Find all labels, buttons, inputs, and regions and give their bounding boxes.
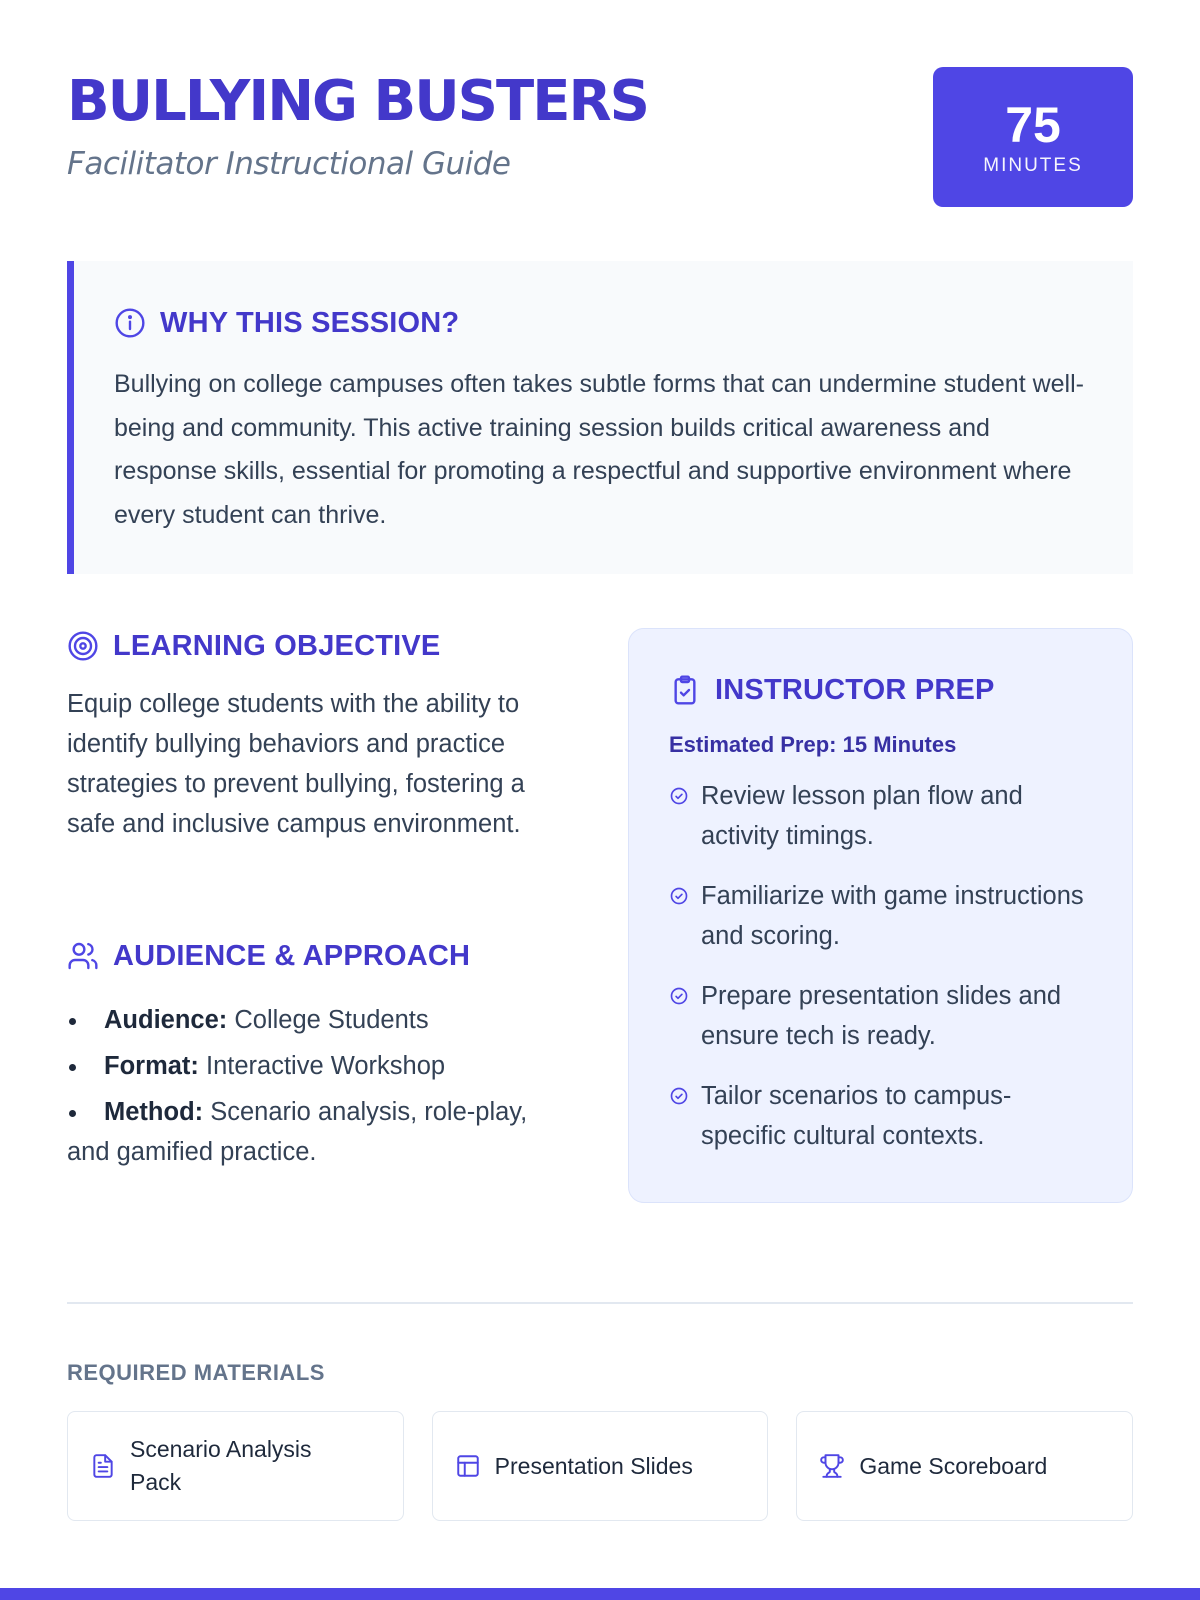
prep-estimate: Estimated Prep: 15 Minutes: [669, 732, 957, 757]
material-card-scoreboard: [796, 1411, 1133, 1521]
check-circle-icon: [669, 1086, 689, 1106]
prep-item-text: Prepare presentation slides and ensure tech is ready.: [701, 982, 1062, 1050]
audience-key: Audience:: [104, 1006, 228, 1034]
objective-title: LEARNING OBJECTIVE: [113, 630, 441, 662]
check-circle-icon: [669, 986, 689, 1006]
method-value: Scenario analysis, role-play, and gamified practice.: [67, 1098, 528, 1166]
bottom-accent-bar: [0, 1588, 1200, 1600]
target-icon: [67, 630, 99, 662]
audience-value: College Students: [227, 1006, 429, 1034]
list-item: [67, 1000, 567, 1040]
material-label: Game Scoreboard: [859, 1452, 1048, 1479]
method-key: Method:: [104, 1098, 204, 1126]
prep-header: [669, 672, 1092, 708]
prep-list: [669, 776, 1092, 1156]
format-key: Format:: [104, 1052, 199, 1080]
list-item: [669, 976, 1092, 1056]
prep-title: INSTRUCTOR PREP: [715, 674, 995, 706]
duration-unit: MINUTES: [983, 155, 1083, 176]
audience-list: [67, 1000, 567, 1172]
check-circle-icon: [669, 786, 689, 806]
duration-badge: [933, 67, 1133, 207]
list-item: [669, 876, 1092, 956]
page-subtitle: Facilitator Instructional Guide: [67, 146, 511, 182]
trophy-icon: [819, 1453, 845, 1479]
instructor-prep-card: [628, 628, 1133, 1203]
page-title: BULLYING BUSTERS: [67, 69, 648, 134]
left-column: [67, 628, 567, 1166]
list-item: [669, 776, 1092, 856]
material-card-scenario-pack: [67, 1411, 404, 1521]
audience-section: [67, 938, 567, 1178]
prep-item-text: Tailor scenarios to campus-specific cultural contexts.: [701, 1082, 1012, 1150]
objective-body: Equip college students with the ability to identify bullying behaviors and practice strategies to prevent bullying, fostering a safe and inclusive campus environment.: [67, 690, 525, 838]
duration-value: 75: [1005, 97, 1061, 153]
objective-header: [67, 628, 567, 664]
prep-item-text: Familiarize with game instructions and scoring.: [701, 882, 1084, 950]
prep-item-text: Review lesson plan flow and activity timings.: [701, 782, 1023, 850]
document-icon: [90, 1453, 116, 1479]
materials-title: REQUIRED MATERIALS: [67, 1360, 325, 1385]
list-item: [67, 1046, 567, 1086]
info-icon: [114, 307, 146, 339]
layout-icon: [455, 1453, 481, 1479]
why-session-title: WHY THIS SESSION?: [160, 307, 460, 339]
check-circle-icon: [669, 886, 689, 906]
users-icon: [67, 940, 99, 972]
list-item: [669, 1076, 1092, 1156]
material-label: Scenario Analysis Pack: [130, 1436, 312, 1495]
audience-title: AUDIENCE & APPROACH: [113, 940, 471, 972]
clipboard-check-icon: [669, 674, 701, 706]
section-divider: [67, 1302, 1133, 1304]
why-session-panel: [67, 261, 1133, 574]
audience-header: [67, 938, 567, 974]
material-card-slides: [432, 1411, 769, 1521]
why-session-body: Bullying on college campuses often takes subtle forms that can undermine student well-being and community. This active training session builds critical awareness and response skills, essential for promoting a respectful and supportive environment where every student can thrive.: [114, 370, 1084, 529]
why-session-header: [114, 305, 1093, 341]
list-item: [67, 1092, 567, 1172]
materials-row: [67, 1411, 1133, 1521]
header: [67, 70, 1133, 210]
material-label: Presentation Slides: [494, 1452, 693, 1479]
format-value: Interactive Workshop: [198, 1052, 446, 1080]
